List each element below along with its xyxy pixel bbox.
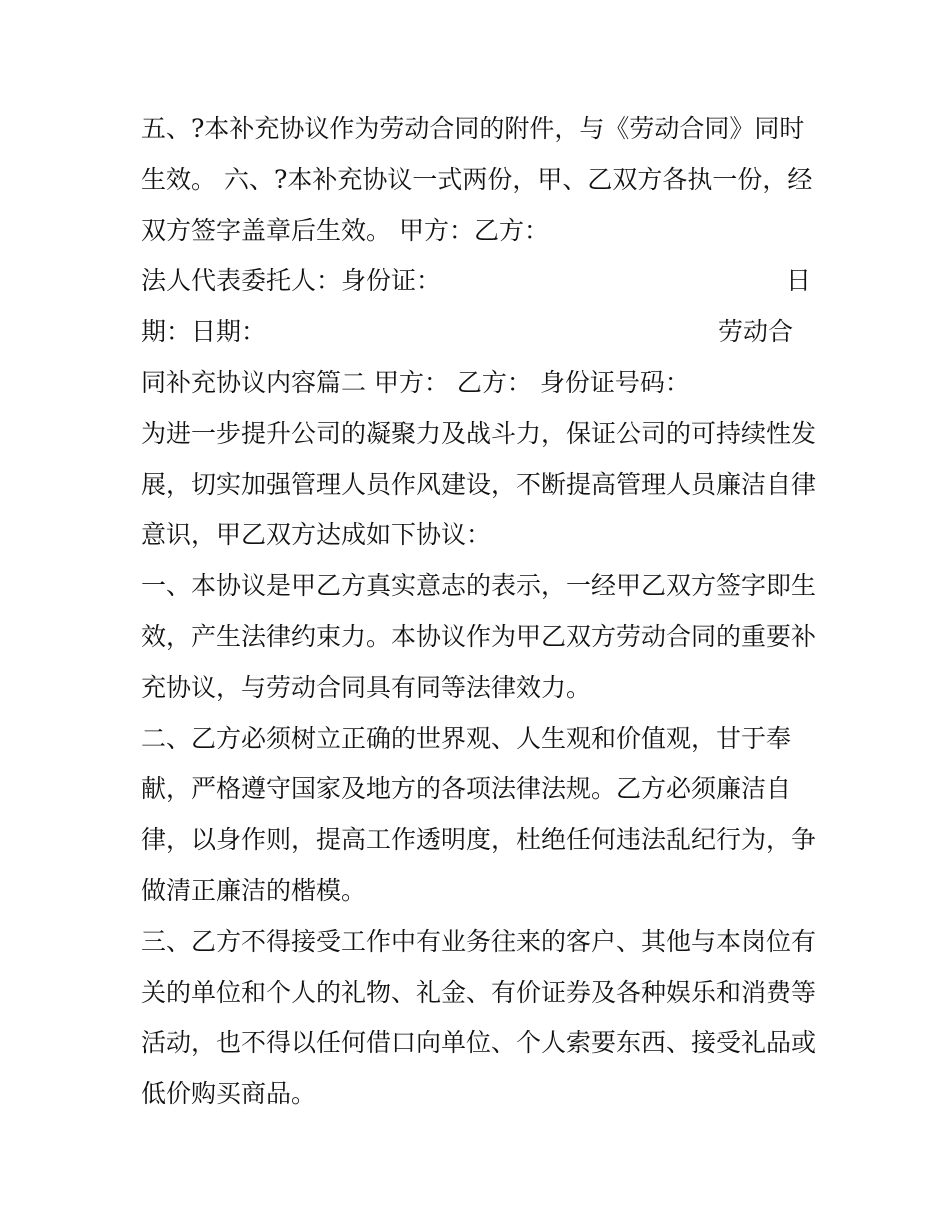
text-line: 生效。 六、?本补充协议一式两份，甲、乙双方各执一份，经	[141, 164, 813, 194]
text-line: 期：日期： 劳动合	[141, 317, 793, 347]
text-line: 法人代表委托人：身份证： 日	[141, 266, 811, 296]
text-line: 低价购买商品。	[141, 1079, 317, 1109]
text-line: 做清正廉洁的楷模。	[141, 875, 367, 905]
document-body	[141, 104, 817, 1120]
text-line: 意识，甲乙双方达成如下协议：	[141, 520, 492, 550]
text-line: 双方签字盖章后生效。 甲方：乙方：	[141, 215, 549, 245]
text-line: 活动，也不得以任何借口向单位、个人索要东西、接受礼品或	[141, 1028, 817, 1058]
text-line: 展，切实加强管理人员作风建设，不断提高管理人员廉洁自律	[141, 469, 817, 499]
text-line: 一、本协议是甲乙方真实意志的表示，一经甲乙双方签字即生	[141, 571, 817, 601]
text-line: 三、乙方不得接受工作中有业务往来的客户、其他与本岗位有	[141, 926, 817, 956]
text-line: 效，产生法律约束力。本协议作为甲乙双方劳动合同的重要补	[141, 621, 817, 651]
text-line: 同补充协议内容篇二 甲方： 乙方： 身份证号码：	[141, 367, 690, 397]
text-line: 五、?本补充协议作为劳动合同的附件，与《劳动合同》同时	[141, 114, 805, 143]
text-line: 献，严格遵守国家及地方的各项法律法规。乙方必须廉洁自	[141, 774, 792, 804]
text-line: 二、乙方必须树立正确的世界观、人生观和价值观，甘于奉	[141, 723, 792, 753]
text-line: 充协议，与劳动合同具有同等法律效力。	[141, 672, 592, 702]
text-line: 为进一步提升公司的凝聚力及战斗力，保证公司的可持续性发	[141, 418, 817, 448]
text-line: 关的单位和个人的礼物、礼金、有价证券及各种娱乐和消费等	[141, 977, 817, 1007]
text-line: 律，以身作则，提高工作透明度，杜绝任何违法乱纪行为，争	[141, 825, 817, 855]
